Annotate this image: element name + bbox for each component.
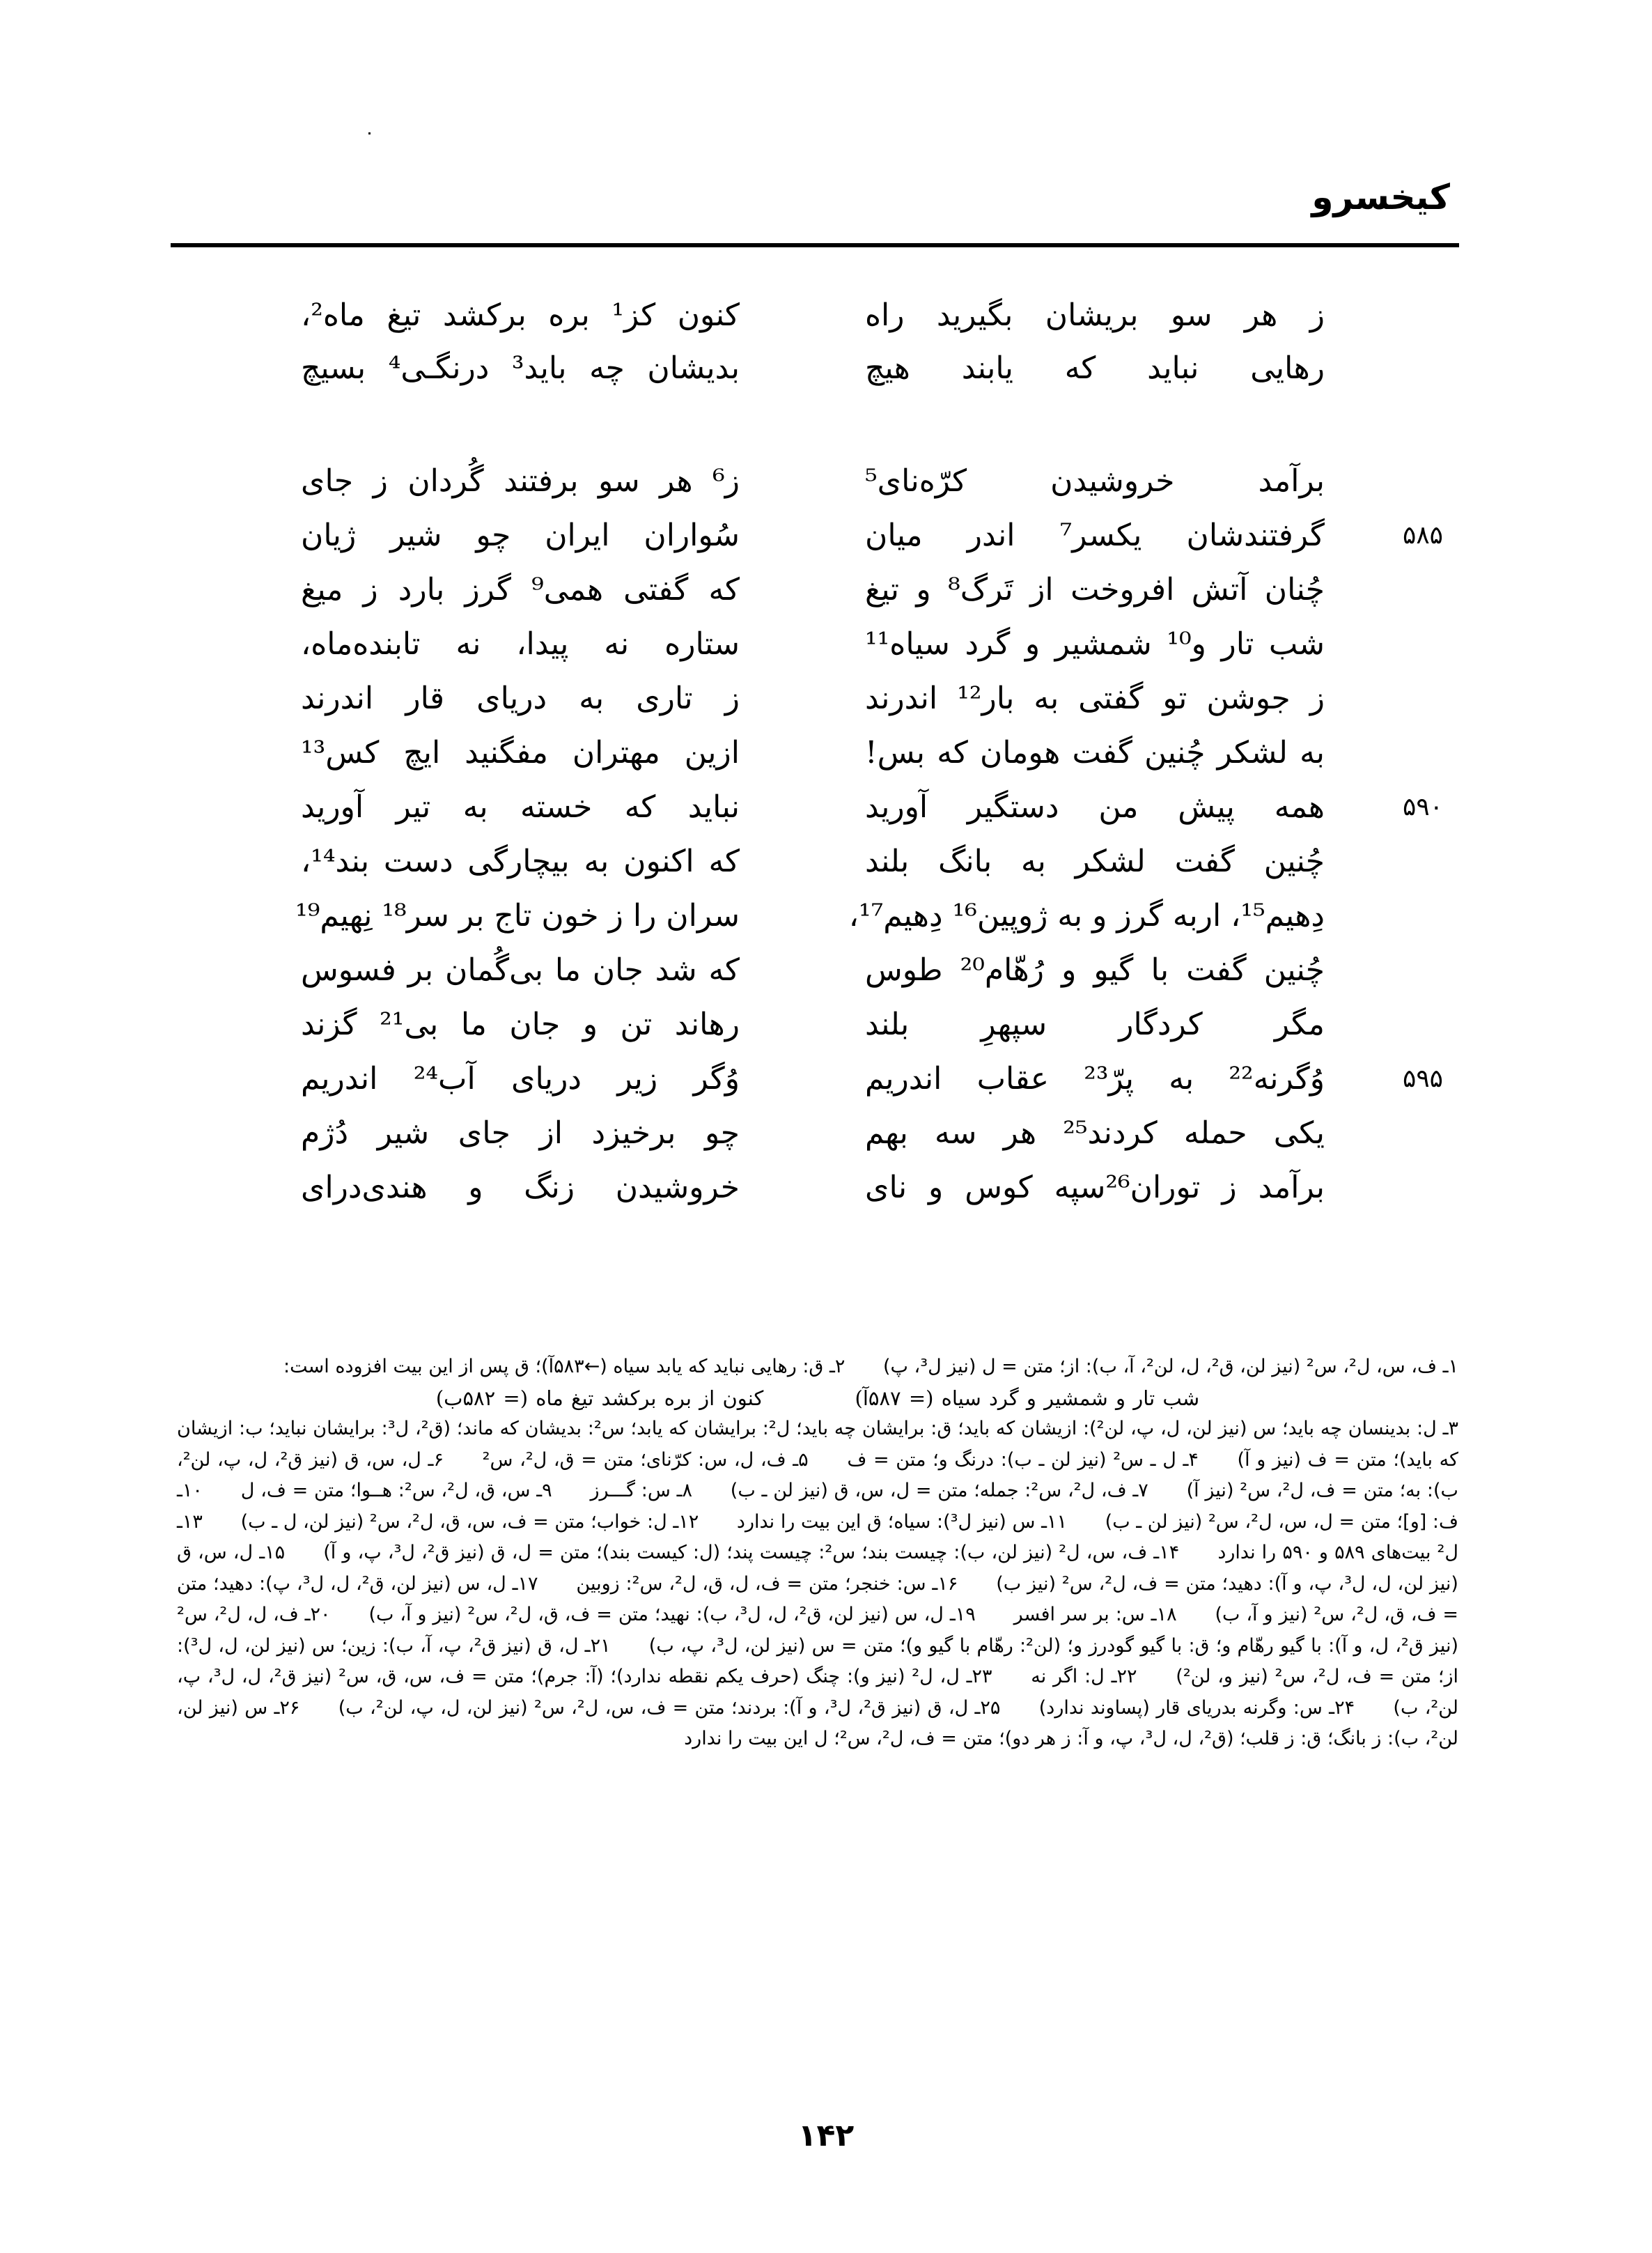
footnote: ۶ـ ل، س، ق (نیز ق²، ل، پ، لن²، ب): به؛ متن = ف، ل²، س² (نیز آ): [177, 1448, 1458, 1501]
header-rule: [171, 243, 1459, 247]
hemistich-first: ز جوشن تو گفتی به بار¹² اندرند: [865, 681, 1325, 716]
verse-number: ۵۹۰: [1402, 793, 1443, 821]
footnote: ۲۰ـ ف، ل، ل²، س² (نیز ق²، ل، و آ): با گیو رهّام و؛ ق: با گیو گودرز و؛ (لن²: رهّام با گیو و)؛ متن = س (نیز لن، ل³، پ، ب): [177, 1604, 1459, 1657]
bayt: [0, 731, 1652, 775]
bayt: [0, 1058, 1652, 1101]
footnote: ۹ـ س، ق، ل²، س²: هــوا؛ متن = ف، ل: [240, 1480, 552, 1501]
hemistich-second: که گفتی همی⁹ گرز بارد ز میغ: [301, 572, 740, 607]
scan-speck: [368, 132, 371, 134]
hemistich-second: رهاند تن و جان ما بی²¹ گزند: [301, 1007, 740, 1042]
footnote: ۱۱ـ س (نیز ل³): سیاه؛ ق این بیت را ندارد: [736, 1510, 1067, 1533]
hemistich-second: ازین مهتران مفگنید ایچ کس¹³: [301, 735, 740, 771]
verse-number: ۵۹۵: [1402, 1064, 1443, 1093]
hemistich-first: مگر کردگار سپهرِ بلند: [865, 1007, 1325, 1042]
bayt: [0, 460, 1652, 503]
hemistich-first: وُگرنه²² به پرّ²³ عقاب اندریم: [865, 1061, 1325, 1097]
footnote: ۲۵ـ ل، ق (نیز ق²، ل³، و آ): بردند؛ متن = ف، س، ل²، س² (نیز لن، ل، پ، لن²، ب): [338, 1696, 1001, 1719]
footnote: ۲۲ـ ل: اگر نه: [1031, 1666, 1137, 1687]
footnote: ۱۲ـ ل: خواب؛ متن = ف، س، ق، ل²، س² (نیز لن، ل ـ ب): [240, 1510, 699, 1533]
bayt: [0, 677, 1652, 720]
bayt: [0, 1166, 1652, 1209]
bayt: [0, 1112, 1652, 1155]
hemistich-second: کنون کز¹ بره برکشد تیغ ماه²،: [301, 297, 740, 333]
hemistich-first: چُنین گفت با گیو و رُهّام²⁰ طوس: [865, 952, 1325, 988]
bayt: [0, 568, 1652, 612]
bayt: [0, 840, 1652, 883]
footnote: ۱۷ـ ل، س (نیز لن، ق²، ل، ل³، پ): دهید؛ متن = ف، ق، ل²، س² (نیز و آ، ب): [177, 1572, 1458, 1625]
verse-number: ۵۸۵: [1402, 521, 1443, 550]
footnote: ۱۸ـ س: بر سر افسر: [1013, 1604, 1177, 1625]
hemistich-second: ز⁶ هر سو برفتند گُردان ز جای: [301, 463, 740, 499]
footnote: ۱۰ـ ف: [و]؛ متن = ل، س، ل²، س² (نیز لن ـ ب): [177, 1480, 1459, 1533]
hemistich-first: شب تار و¹⁰ شمشیر و گرد سیاه¹¹: [865, 626, 1325, 662]
bayt: [0, 895, 1652, 938]
hemistich-first: چُنین گفت لشکر به بانگ بلند: [865, 844, 1325, 879]
footnote: ۸ـ س: گـــرز: [590, 1480, 693, 1501]
footnote: ۳ـ ل: بدینسان چه باید؛ س (نیز لن، ل، پ، لن²): ازیشان که باید؛ ق: برایشان چه باید؛ ل²: برایشان که یابد؛ س²: بدیشان که ماند؛ (ق²، ل³: برایشان نباید؛ ب: ازیشان که باید)؛ متن = ف (نیز و آ): [177, 1418, 1459, 1471]
hemistich-second: که شد جان ما بی‌گُمان بر فسوس: [301, 952, 740, 988]
hemistich-second: نباید که خسته به تیر آورید: [301, 789, 740, 825]
footnote: ۴ـ ل ـ س² (نیز لن ـ ب): درنگ و؛ متن = ف: [847, 1448, 1199, 1471]
footnote: ۱ـ ف، س، ل²، س² (نیز لن، ق²، ل، لن²، آ، ب): از؛ متن = ل (نیز ل³، پ): [883, 1356, 1458, 1377]
hemistich-second: چو برخیزد از جای شیر دُژم: [301, 1115, 740, 1151]
hemistich-second: وُگر زیر دریای آب²⁴ اندریم: [301, 1061, 740, 1097]
bayt: [0, 786, 1652, 829]
bayt: [0, 294, 1652, 337]
hemistich-first: چُنان آتش افروخت از تَرگ⁸ و تیغ: [865, 572, 1325, 607]
bayt: [0, 949, 1652, 992]
footnote: ۲۴ـ س: وگرنه بدریای قار (پساوند ندارد): [1038, 1696, 1355, 1719]
hemistich-second: ستاره نه پیدا، نه تابنده‌ماه،: [301, 626, 740, 662]
bayt: [0, 623, 1652, 666]
hemistich-first: همه پیش من دستگیر آورید: [865, 789, 1325, 825]
footnote: ۲۶ـ س (نیز لن، لن²، ب): ز بانگ؛ ق: ز قلب؛ (ق²، ل، ل³، پ، و آ: ز هر دو)؛ متن = ف، ل²، س²؛ ل این بیت را ندارد: [177, 1696, 1458, 1749]
hemistich-first: برآمد خروشیدن کرّه‌نای⁵: [865, 463, 1325, 499]
added-bayt-second: کنون از بره برکشد تیغ ماه (= ۵۸۲ب): [435, 1386, 764, 1410]
footnote: ۲ـ ق: رهایی نباید که یابد سیاه (←۵۸۳آ)؛ ق پس از این بیت افزوده است:: [283, 1356, 846, 1377]
hemistich-first: دِهیم¹⁵، اربه گرز و به ژوپین¹⁶ دِهیم¹⁷،: [848, 898, 1325, 934]
footnote: ۱۶ـ س: خنجر؛ متن = ف، ل، ق، ل²، س²: زوبین: [576, 1572, 958, 1595]
hemistich-first: به لشکر چُنین گفت هومان که بس!: [865, 735, 1325, 771]
hemistich-second: که اکنون به بیچارگی دست بند¹⁴،: [301, 844, 740, 879]
footnote: ۱۴ـ ف، س، ل² (نیز لن، ب): چیست بند؛ س²: چیست پند؛ (ل: کیست بند)؛ متن = ل، ق (نیز ق²، ل³، پ، و آ): [323, 1542, 1180, 1563]
footnote: ۲۱ـ ل، ق (نیز ق²، پ، آ، ب): زین؛ س (نیز لن، ل، ل³): از؛ متن = ف، ل²، س² (نیز و، لن²): [177, 1634, 1459, 1687]
hemistich-first: یکی حمله کردند²⁵ هر سه بهم: [865, 1115, 1325, 1151]
hemistich-first: گرفتندشان یکسر⁷ اندر میان: [865, 518, 1325, 553]
hemistich-first: برآمد ز توران²⁶سپه کوس و نای: [865, 1170, 1325, 1205]
hemistich-second: بدیشان چه باید³ درنگـی⁴ بسیچ: [301, 350, 740, 386]
hemistich-first: رهایی نباید که یابند هیچ: [865, 350, 1325, 386]
footnote: ۵ـ ف، ل، س: کرّنای؛ متن = ق، ل²، س²: [482, 1448, 809, 1471]
bayt: [0, 514, 1652, 557]
footnote: ۱۳ـ ل² بیت‌های ۵۸۹ و ۵۹۰ را ندارد: [177, 1510, 1458, 1563]
added-bayt-first: شب تار و شمشیر و گرد سیاه (= ۵۸۷آ): [855, 1386, 1200, 1410]
critical-apparatus: [177, 1352, 1458, 1755]
hemistich-second: خروشیدن زنگ و هندی‌درای: [301, 1170, 740, 1205]
hemistich-second: سران را ز خون تاج بر سر¹⁸ نِهیم¹⁹: [295, 898, 740, 934]
bayt: [0, 347, 1652, 390]
footnote: ۷ـ ف، ل²، س²: جمله؛ متن = ل، س، ق (نیز لن ـ ب): [730, 1480, 1148, 1501]
footnote: ۲۳ـ ل، ل² (نیز و): چنگ (حرف یکم نقطه ندارد)؛ (آ: جرم)؛ متن = ف، س، ق، س² (نیز ق²، ل، ل³، پ، لن²، ب): [177, 1666, 1459, 1719]
running-title: کیخسرو: [1311, 177, 1450, 217]
footnote: ۱۵ـ ل، س، ق (نیز لن، ل، ل³، پ، و آ): دهید؛ متن = ف، ل²، س² (نیز ب): [177, 1542, 1458, 1595]
hemistich-second: ز تاری به دریای قار اندرند: [301, 681, 740, 716]
footnote: ۱۹ـ ل، س (نیز لن، ق²، ل، ل³، ب): نهید؛ متن = ف، ق، ل²، س² (نیز و آ، ب): [368, 1604, 976, 1625]
bayt: [0, 1003, 1652, 1046]
page-number: ۱۴۲: [797, 2118, 855, 2153]
added-bayt-quote: [177, 1383, 1458, 1414]
hemistich-second: سُواران ایران چو شیر ژیان: [301, 518, 740, 553]
hemistich-first: ز هر سو بریشان بگیرید راه: [865, 297, 1325, 333]
